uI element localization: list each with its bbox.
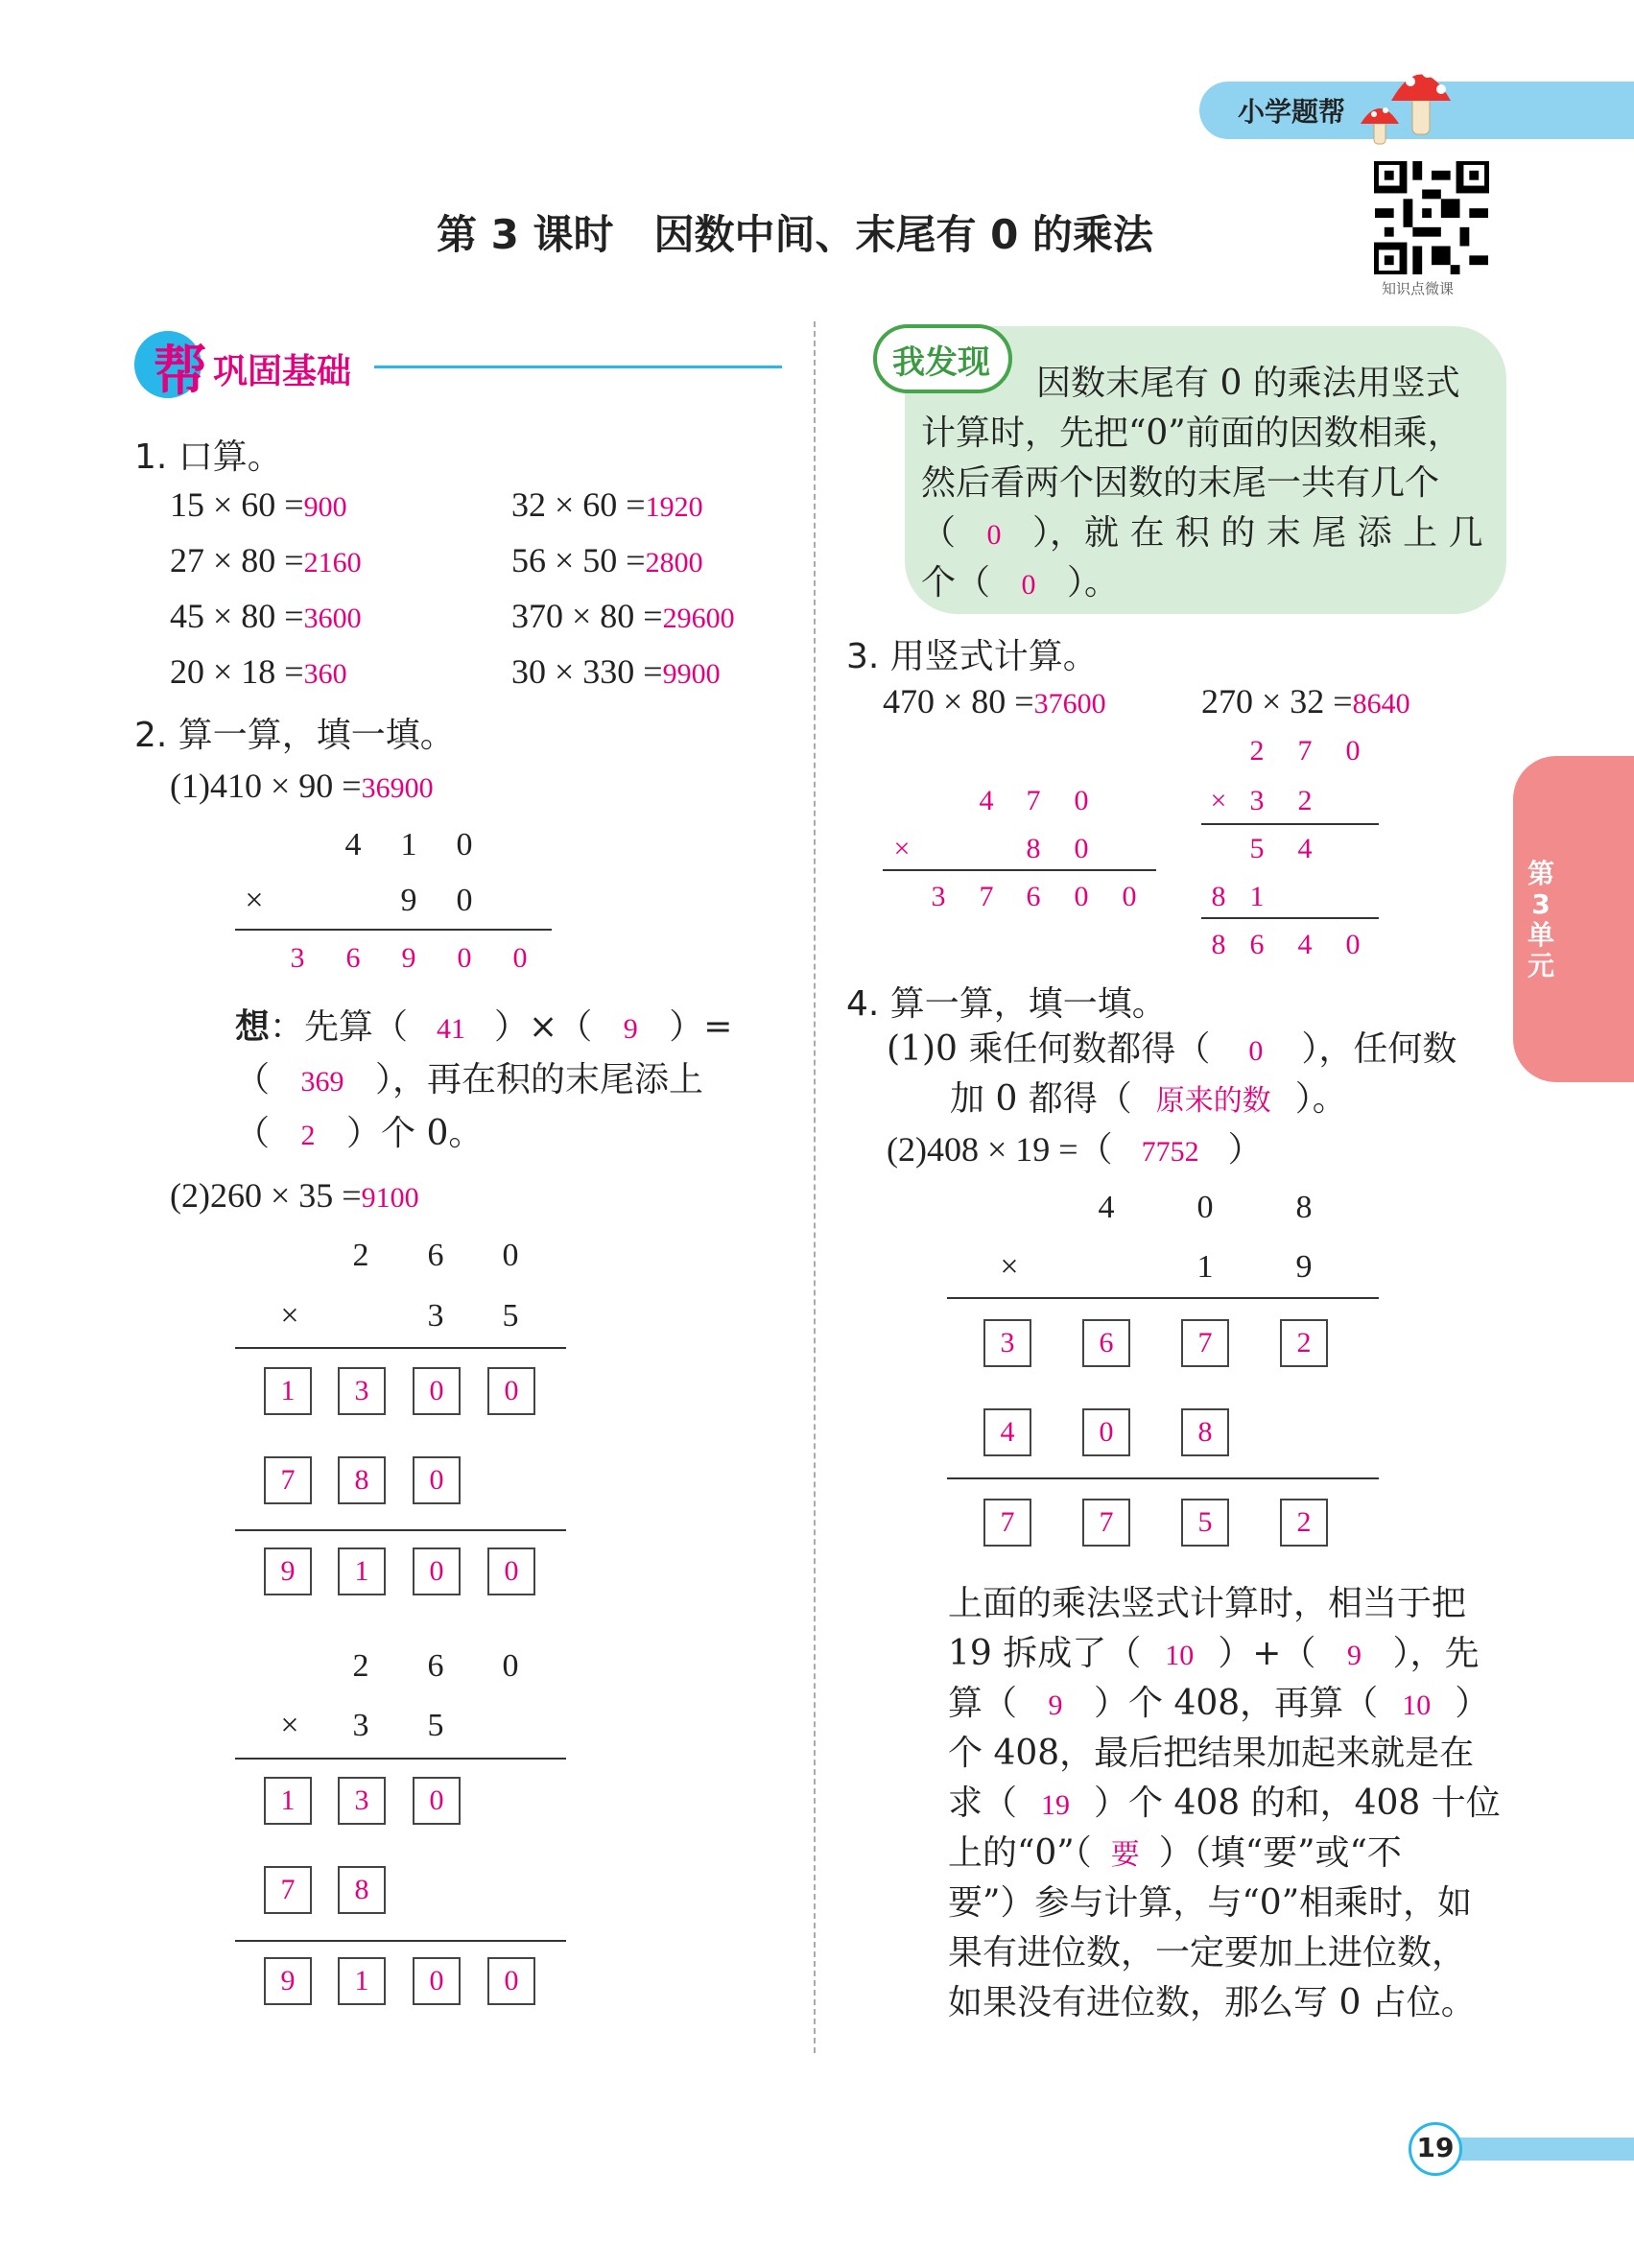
badge-text: 巩固基础 [213, 352, 352, 391]
v-digit: 3 [427, 1298, 444, 1334]
times-sign: × [1210, 785, 1227, 816]
q1-item-4: 56 × 50 =2800 [511, 541, 703, 579]
q1-item-7: 20 × 18 =360 [170, 652, 347, 691]
v-line [883, 869, 1156, 871]
v-digit: 5 [502, 1298, 519, 1334]
v-digit: 5 [1249, 833, 1265, 864]
answer-box[interactable]: 1 [338, 1547, 386, 1595]
v-result-digit: 0 [512, 942, 528, 974]
q4-para-line-7: 要”）参与计算，与“0”相乘时，如 [948, 1883, 1473, 1923]
q4-para-line-2: 19 拆成了（ 10 ）+（ 9 ），先 [948, 1634, 1480, 1673]
times-sign: × [245, 883, 264, 918]
page-number: 19 [1416, 2132, 1455, 2163]
answer-box[interactable]: 2 [1280, 1499, 1328, 1547]
think-line-1: 想：先算（ 41 ）×（ 9 ）= [235, 1006, 733, 1047]
v-result-digit: 0 [1122, 881, 1137, 912]
v-digit: 4 [979, 785, 994, 816]
v-digit: 7 [1297, 735, 1313, 767]
v-digit: 6 [427, 1238, 444, 1273]
v-digit: 0 [1345, 735, 1361, 767]
answer-box[interactable]: 8 [338, 1866, 386, 1914]
v-digit: 2 [352, 1648, 369, 1684]
q4-para-line-6: 上的“0”（ 要 ）（填“要”或“不 [948, 1833, 1402, 1873]
discover-line-3: 然后看两个因数的末尾一共有几个 [921, 463, 1440, 503]
qr-code-icon[interactable] [1374, 161, 1489, 274]
answer-box[interactable]: 7 [983, 1499, 1031, 1547]
v-digit: 9 [1295, 1249, 1313, 1285]
discover-badge-label: 我发现 [892, 343, 990, 382]
q4-p2-expr: (2)408 × 19 =（ 7752 ） [887, 1130, 1263, 1169]
v-digit: 0 [502, 1238, 519, 1273]
v-result-digit: 4 [1297, 929, 1313, 960]
v-line [235, 1940, 566, 1942]
v-digit: 2 [352, 1238, 369, 1273]
answer-box[interactable]: 0 [413, 1777, 461, 1825]
v-digit: 3 [1249, 785, 1265, 816]
q3-e1-expr: 470 × 80 =37600 [883, 682, 1106, 721]
v-digit: 4 [1297, 833, 1313, 864]
v-digit: 8 [1211, 881, 1226, 912]
q4-label: 4. 算一算，填一填。 [846, 984, 1167, 1024]
q3-e2-expr: 270 × 32 =8640 [1201, 682, 1410, 721]
column-divider [814, 321, 816, 2053]
q2-p1-expr: (1)410 × 90 =36900 [170, 767, 434, 805]
footer-bar [1449, 2138, 1634, 2161]
answer-box[interactable]: 9 [264, 1957, 312, 2005]
v-result-digit: 8 [1211, 929, 1226, 960]
v-result-digit: 0 [1074, 881, 1089, 912]
q3-label: 3. 用竖式计算。 [846, 637, 1098, 676]
answer-box[interactable]: 0 [487, 1367, 535, 1415]
answer-box[interactable]: 0 [487, 1957, 535, 2005]
v-digit: 0 [1074, 833, 1089, 864]
answer-box[interactable]: 9 [264, 1547, 312, 1595]
v-result-digit: 9 [401, 942, 416, 974]
q1-label: 1. 口算。 [134, 437, 282, 477]
v-result-digit: 3 [290, 942, 305, 974]
v-digit: 3 [352, 1708, 369, 1743]
times-sign: × [280, 1708, 299, 1743]
q1-item-2: 32 × 60 =1920 [511, 485, 703, 524]
page-title: 第 3 课时 因数中间、末尾有 0 的乘法 [437, 211, 1153, 258]
q4-p1-line-2: 加 0 都得（ 原来的数 ）。 [950, 1079, 1347, 1119]
answer-box[interactable]: 7 [264, 1456, 312, 1504]
times-sign: × [893, 833, 911, 864]
answer-box[interactable]: 8 [338, 1456, 386, 1504]
v-digit: 2 [1297, 785, 1313, 816]
v-digit: 0 [456, 827, 473, 862]
answer-box[interactable]: 1 [338, 1957, 386, 2005]
v-digit: 8 [1026, 833, 1041, 864]
v-digit: 1 [400, 827, 417, 862]
answer-box[interactable]: 0 [413, 1957, 461, 2005]
v-line [235, 929, 552, 931]
answer-box[interactable]: 0 [1082, 1408, 1130, 1456]
times-sign: × [280, 1298, 299, 1334]
v-digit: 0 [1196, 1190, 1214, 1225]
q1-item-6: 370 × 80 =29600 [511, 597, 735, 635]
answer-box[interactable]: 3 [338, 1777, 386, 1825]
v-line [1201, 823, 1379, 825]
v-result-digit: 3 [931, 881, 946, 912]
badge-char: 帮 [154, 341, 207, 403]
q4-para-line-5: 求（ 19 ）个 408 的和，408 十位 [948, 1784, 1501, 1823]
q1-item-5: 45 × 80 =3600 [170, 597, 362, 635]
q1-item-1: 15 × 60 =900 [170, 485, 347, 524]
times-sign: × [1000, 1249, 1019, 1285]
answer-box[interactable]: 7 [1181, 1319, 1229, 1367]
answer-box[interactable]: 1 [264, 1777, 312, 1825]
answer-box[interactable]: 0 [413, 1547, 461, 1595]
section-underline [374, 366, 782, 368]
answer-box[interactable]: 0 [487, 1547, 535, 1595]
discover-line-2: 计算时，先把“0”前面的因数相乘， [921, 413, 1462, 453]
qr-caption: 知识点微课 [1382, 280, 1455, 297]
mushroom-icon [1353, 53, 1458, 149]
answer-box[interactable]: 3 [983, 1319, 1031, 1367]
answer-box[interactable]: 0 [413, 1367, 461, 1415]
q4-para-line-8: 果有进位数，一定要加上进位数， [948, 1933, 1467, 1973]
answer-box[interactable]: 1 [264, 1367, 312, 1415]
discover-line-1: 因数末尾有 0 的乘法用竖式 [1036, 364, 1460, 403]
answer-box[interactable]: 5 [1181, 1499, 1229, 1547]
v-result-digit: 6 [345, 942, 361, 974]
q1-item-3: 27 × 80 =2160 [170, 541, 362, 579]
answer-box[interactable]: 7 [1082, 1499, 1130, 1547]
q4-p1-line-1: (1)0 乘任何数都得（ 0 ），任何数 [887, 1029, 1457, 1069]
v-line [947, 1297, 1379, 1299]
answer-box[interactable]: 6 [1082, 1319, 1130, 1367]
v-digit: 0 [1074, 785, 1089, 816]
answer-box[interactable]: 8 [1181, 1408, 1229, 1456]
v-result-digit: 0 [457, 942, 472, 974]
v-line [235, 1347, 566, 1349]
q1-item-8: 30 × 330 =9900 [511, 652, 721, 691]
answer-box[interactable]: 4 [983, 1408, 1031, 1456]
v-digit: 1 [1249, 881, 1265, 912]
v-digit: 4 [344, 827, 362, 862]
v-line [947, 1477, 1379, 1479]
v-result-digit: 7 [979, 881, 994, 912]
q2-label: 2. 算一算，填一填。 [134, 716, 455, 755]
v-result-digit: 6 [1249, 929, 1265, 960]
v-digit: 0 [502, 1648, 519, 1684]
discover-line-5: 个（ 0 ）。 [921, 563, 1120, 602]
v-digit: 5 [427, 1708, 444, 1743]
discover-line-4: （ 0 ），就 在 积 的 末 尾 添 上 几 [921, 513, 1483, 553]
v-line [1201, 917, 1379, 919]
v-digit: 6 [427, 1648, 444, 1684]
v-digit: 1 [1196, 1249, 1214, 1285]
think-line-3: （ 2 ）个 0。 [235, 1114, 484, 1153]
v-digit: 8 [1295, 1190, 1313, 1225]
q4-para-line-3: 算（ 9 ）个 408，再算（ 10 ） [948, 1684, 1490, 1723]
v-line [235, 1758, 566, 1760]
answer-box[interactable]: 3 [338, 1367, 386, 1415]
answer-box[interactable]: 7 [264, 1866, 312, 1914]
v-digit: 2 [1249, 735, 1265, 767]
v-result-digit: 0 [1345, 929, 1361, 960]
q4-para-line-1: 上面的乘法竖式计算时，相当于把 [948, 1584, 1467, 1623]
v-digit: 7 [1026, 785, 1041, 816]
unit-side-tab-label: 第 3 单 元 [1527, 858, 1554, 981]
think-line-2: （ 369 ），再在积的末尾添上 [235, 1060, 704, 1099]
q4-para-line-4: 个 408，最后把结果加起来就是在 [948, 1734, 1475, 1773]
answer-box[interactable]: 2 [1280, 1319, 1328, 1367]
q4-para-line-9: 如果没有进位数，那么写 0 占位。 [948, 1983, 1476, 2022]
v-digit: 9 [400, 883, 417, 918]
v-digit: 0 [456, 883, 473, 918]
q2-p2-expr: (2)260 × 35 =9100 [170, 1176, 419, 1215]
v-digit: 4 [1098, 1190, 1115, 1225]
v-line [235, 1529, 566, 1531]
answer-box[interactable]: 0 [413, 1456, 461, 1504]
v-result-digit: 6 [1026, 881, 1041, 912]
brand-label: 小学题帮 [1238, 96, 1346, 128]
